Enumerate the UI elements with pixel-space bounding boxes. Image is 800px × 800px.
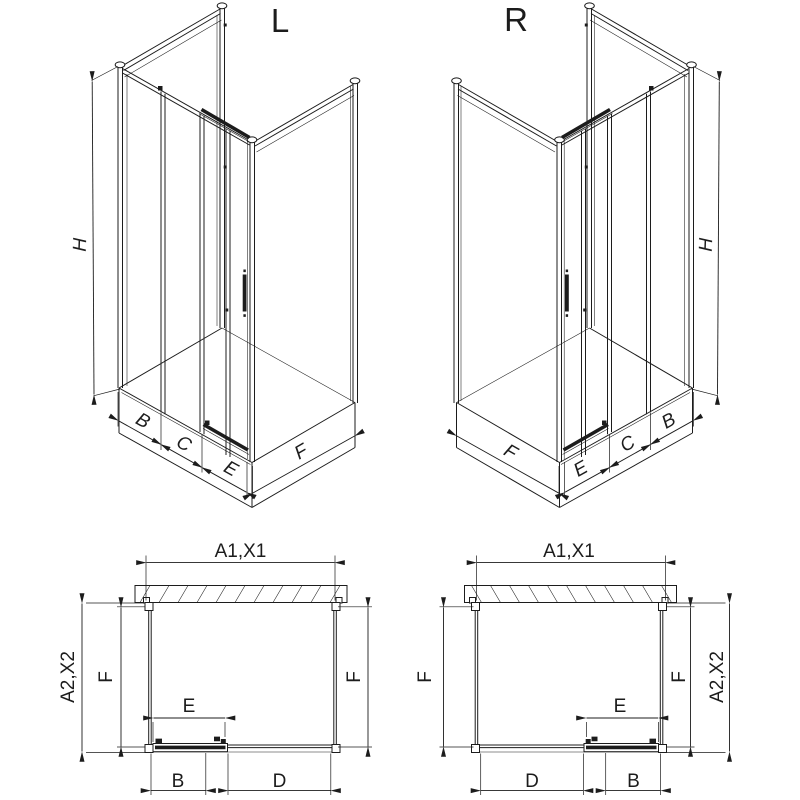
plan-right-dim-d: D <box>525 771 539 792</box>
iso-right-dim-h: H <box>695 237 718 253</box>
plan-left-dim-a2x2: A2,X2 <box>58 651 79 703</box>
iso-right-dim-f: F <box>499 440 521 465</box>
iso-left-dim-b: B <box>132 408 154 434</box>
plan-left-dim-d: D <box>272 771 287 792</box>
plan-left-dim-f-right: F <box>344 671 365 683</box>
plan-right-dim-a1x1: A1,X1 <box>543 541 595 562</box>
plan-right-dim-f-right: F <box>669 671 690 683</box>
iso-left-dim-f: F <box>290 440 312 465</box>
plan-left-art <box>82 556 372 796</box>
plan-right-dim-b: B <box>627 771 640 792</box>
plan-left-dim-a1x1: A1,X1 <box>214 541 267 562</box>
plan-right-dim-a2x2: A2,X2 <box>707 651 728 703</box>
plan-right-dim-f-left: F <box>415 671 436 683</box>
plan-left-dim-b: B <box>171 771 185 792</box>
iso-right-dim-c: C <box>616 431 639 457</box>
iso-right-art <box>452 3 720 508</box>
plan-left-dim-e: E <box>182 696 196 717</box>
plan-right-dim-e: E <box>613 696 627 717</box>
iso-left-art <box>92 3 360 508</box>
iso-right-dim-b: B <box>658 408 680 434</box>
iso-right-label: R <box>504 1 528 38</box>
iso-left-dim-c: C <box>172 431 195 457</box>
iso-left-label: L <box>270 2 290 39</box>
plan-left-dim-f-left: F <box>96 671 117 683</box>
iso-left-dim-h: H <box>69 237 92 253</box>
iso-left-dim-e: E <box>220 456 242 482</box>
labels-layer <box>58 1 728 792</box>
iso-right-dim-e: E <box>570 456 592 482</box>
